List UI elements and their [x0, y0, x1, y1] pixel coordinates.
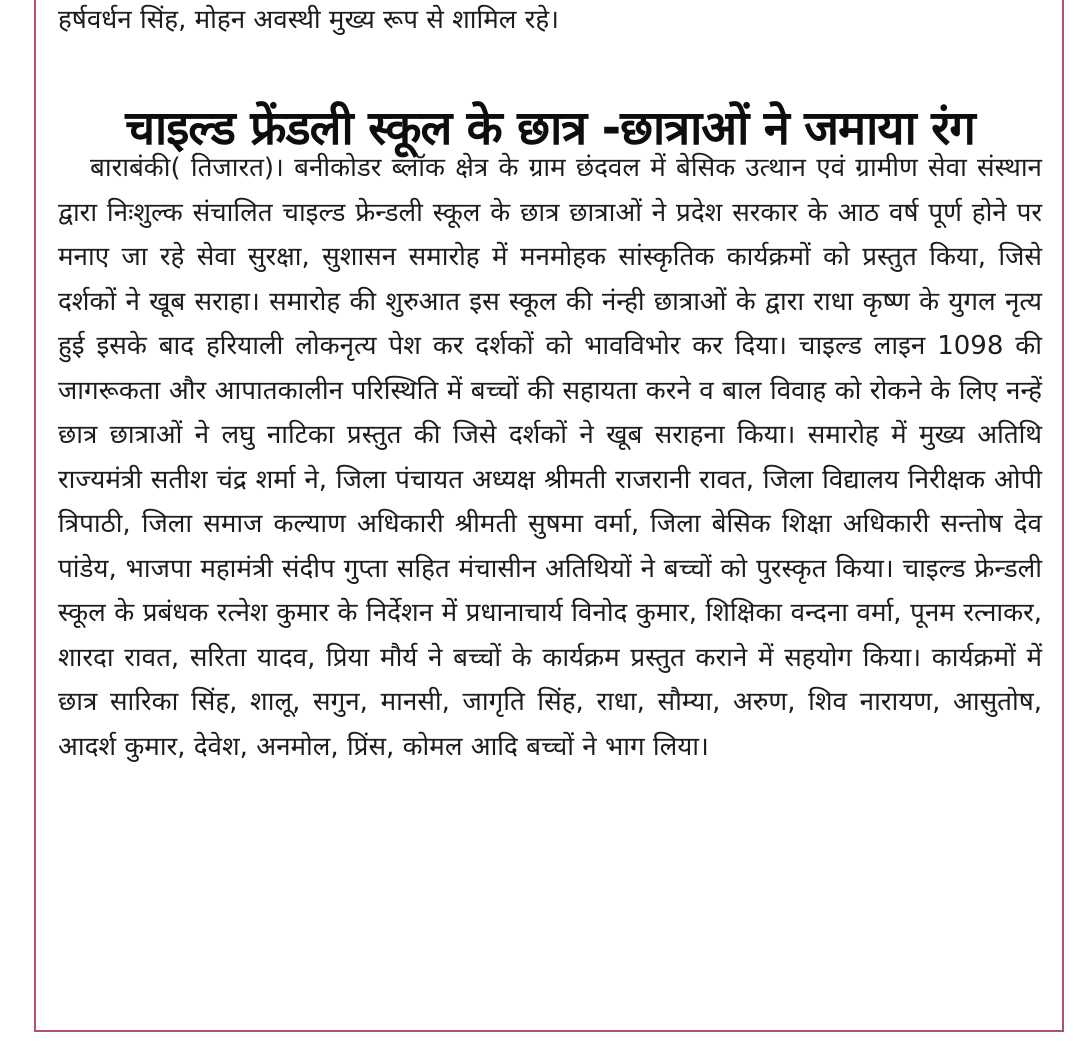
article-body: [58, 146, 1042, 769]
article-paragraph: बाराबंकी( तिजारत)। बनीकोडर ब्लॉक क्षेत्र के ग्राम छंदवल में बेसिक उत्थान एवं ग्रामीण सेवा संस्थान द्वारा निःशुल्क संचालित चाइल्ड फ्रेन्डली स्कूल के छात्र छात्राओं ने प्रदेश सरकार के आठ वर्ष पूर्ण होने पर मनाए जा रहे सेवा सुरक्षा, सुशासन समारोह में मनमोहक सांस्कृतिक कार्यक्रमों को प्रस्तुत किया, जिसे दर्शकों ने खूब सराहा। समारोह की शुरुआत इस स्कूल की नंन्ही छात्राओं के द्वारा राधा कृष्ण के युगल नृत्य हुई इसके बाद हरियाली लोकनृत्य पेश कर दर्शकों को भावविभोर कर दिया। चाइल्ड लाइन 1098 की जागरूकता और आपातकालीन परिस्थिति में बच्चों की सहायता करने व बाल विवाह को रोकने के लिए नन्हें छात्र छात्राओं ने लघु नाटिका प्रस्तुत की जिसे दर्शकों ने खूब सराहना किया। समारोह में मुख्य अतिथि राज्यमंत्री सतीश चंद्र शर्मा ने, जिला पंचायत अध्यक्ष श्रीमती राजरानी रावत, जिला विद्यालय निरीक्षक ओपी त्रिपाठी, जिला समाज कल्याण अधिकारी श्रीमती सुषमा वर्मा, जिला बेसिक शिक्षा अधिकारी सन्तोष देव पांडेय, भाजपा महामंत्री संदीप गुप्ता सहित मंचासीन अतिथियों ने बच्चों को पुरस्कृत किया। चाइल्ड फ्रेन्डली स्कूल के प्रबंधक रत्नेश कुमार के निर्देशन में प्रधानाचार्य विनोद कुमार, शिक्षिका वन्दना वर्मा, पूनम रत्नाकर, शारदा रावत, सरिता यादव, प्रिया मौर्य ने बच्चों के कार्यक्रम प्रस्तुत कराने में सहयोग किया। कार्यक्रमों में छात्र सारिका सिंह, शालू, सगुन, मानसी, जागृति सिंह, राधा, सौम्या, अरुण, शिव नारायण, आसुतोष, आदर्श कुमार, देवेश, अनमोल, प्रिंस, कोमल आदि बच्चों ने भाग लिया।: [58, 153, 1042, 762]
previous-article-closing-line: हर्षवर्धन सिंह, मोहन अवस्थी मुख्य रूप से शामिल रहे।: [58, 5, 559, 35]
article-headline: चाइल्ड फ्रेंडली स्कूल के छात्र -छात्राओं ने जमाया रंग: [125, 101, 975, 157]
